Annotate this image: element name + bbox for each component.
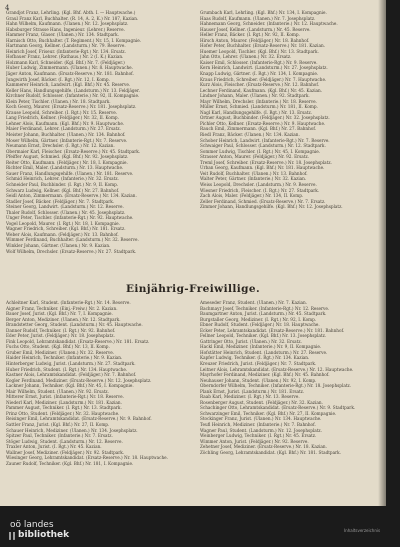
list-entry: Haas Rudolf, Kaufmann. (Ulanen.) Nr. 7. Josephsplatz. [200, 15, 316, 21]
list-entry: Neumann Ernst, Drechsler. (I. Rgt.) Nr. 12. Kazian. [6, 143, 115, 149]
list-entry: Richter Emil, Maler. (Landsturm.) Nr. 13. Hauptwache. [6, 165, 124, 171]
list-entry: Ortner August, Buchbinder. (Feldjäger.) Nr. 32. Josephsplatz. [200, 115, 330, 121]
list-entry: Kastner Alois, Lehramtskandidat. (Feldjäger.) Nr. 7. Bahnhof. [6, 372, 137, 378]
list-entry: Schwarzinger Emil, Techniker. (Kgl. Bhf.) Nr. 27, II. Kompagnie. [200, 410, 337, 416]
list-entry: Thaler Rudolf, Schlosser. (Ulanen.) Nr. 45. Josephsplatz. [6, 209, 126, 215]
list-entry: Spitzer Paul, Techniker. (Infanterie.) Nr. 7. Ersatz. [6, 433, 113, 439]
list-entry: Rauch Emil, Zimmermann. (Kgl. Bhf.) Nr. 27. Bahnhof. [200, 126, 317, 132]
list-entry: Hammer Franz, Glaser. (Ulanen.) Nr. 134. Stadtpark. [6, 32, 120, 38]
list-entry: Zauner Rudolf, Techniker. (Kgl. Bhf.) Nr. 181, I. Kompagnie. [6, 460, 134, 466]
list-entry: Hinterberger Ludwig, Jurist. (Landsturm.) Nr. 27. Stadtpark. [6, 361, 136, 367]
list-entry: Wimmer Anton, Jurist. (Feldjäger.) Nr. 92. Reserve. [200, 438, 309, 444]
list-entry: Zeller Ferdinand, Schmied. (Ersatz-Reserve.) Nr. 7. Ersatz. [200, 198, 326, 204]
list-entry: Berger Anton, Mediziner. (Ulanen.) Nr. 12. Stadtpark. [6, 316, 121, 322]
list-entry: Weiss Leopold, Drechsler. (Landsturm.) Nr. 9. Reserve. [200, 181, 317, 187]
list-entry: Kraus Friedrich, Schreiber. (Feldjäger.) Nr. 7. Hauptwache. [200, 76, 327, 82]
list-entry: Strasser Anton, Maurer. (Feldjäger.) Nr. 92. Ersatz. [200, 154, 309, 160]
list-entry: Kreuzer Friedrich, Jurist. (Feldjäger.) Nr. 7. Stadtpark. [200, 361, 317, 367]
list-entry: Wiesner Friedrich, Fleischer. (I. Rgt.) Nr. 27. Stadtpark. [200, 187, 320, 193]
list-entry: Huemer Leopold, Tischler. (Kgl. Bhf.) Nr. 13. Stadtpark. [200, 48, 319, 54]
list-entry: Bachmayr Josef, Techniker. (Infanterie-Rgt.) Nr. 12. Reserve. [200, 305, 330, 311]
list-entry: Stadler Josef, Bäcker. (Feldjäger.) Nr. 7. Stadtpark. [6, 198, 115, 204]
list-entry: Baumgartner Anton, Jurist. (Landsturm.) Nr. 45. Stadtpark. [200, 311, 327, 317]
list-entry: Ameseder Franz, Student. (Ulanen.) Nr. 7. Kazian. [200, 300, 308, 305]
list-entry: Grandjot Franz, Lehrling. (Kgl. Bhf. Abth. I. — Hauptwache.) [6, 10, 136, 15]
list-entry: Unger Peter, Tischler. (Infanterie-Rgt.) Nr. 92. Hauptwache. [6, 215, 134, 221]
list-entry: Raab Karl, Mediziner. (I. Rgt.) Nr. 13. Reserve. [200, 394, 300, 400]
list-entry: Wagner Paul, Student. (Landsturm.) Nr. 12. Josephsplatz. [200, 427, 322, 433]
list-entry: Brandstetter Georg, Student. (Landsturm.) Nr. 45. Hauptwache. [6, 322, 143, 328]
list-entry: Klein Peter, Tischler. (Ulanen.) Nr. 18. Stadtpark. [6, 98, 111, 104]
list-entry: Ecker Peter, Lehramtskandidat. (Ersatz-Reserve.) Nr. 181. Bahnhof. [200, 327, 345, 333]
list-entry: Kurz Alois, Fleischer. (Ersatz-Reserve.) Nr. 12. Bahnhof. [200, 82, 320, 88]
list-entry: Heller Franz, Bäcker. (I. Rgt.) Nr. 92, II. Komp. [200, 32, 300, 38]
list-entry: Rosenberger August, Student. (Feldjäger.) Nr. 32. Kazian. [200, 399, 323, 405]
list-entry: Weber Alois, Kaufmann. (Feldjäger.) Nr. 13. Bahnhof. [6, 231, 119, 237]
section-heading: Einjährig-Freiwillige. [125, 283, 261, 295]
list-entry: Fuchs Otto, Student. (Kgl. Bhf.) Nr. 13, II. Komp. [6, 344, 110, 350]
list-entry: Kirchner Rudolf, Schlosser. (Infanterie.) Nr. 92, II. Kompagnie. [6, 93, 140, 99]
entries-column-right-bottom [200, 300, 380, 504]
list-entry: Müller Ernst, Schmied. (Landsturm.) Nr. 181, II. Komp. [200, 104, 318, 110]
list-entry: Graul Franz Karl, Buchhalter. (R. 14, A. 2, K.) Nr. 187, Kazian. [6, 15, 139, 21]
list-entry: Hartmann Georg, Kellner. (Landsturm.) Nr. 79. Reserve. [6, 43, 126, 49]
list-entry: Seidl Anton, Zimmermann. (Ersatz-Reserve.) Nr. 134. Kazian. [6, 193, 137, 199]
list-entry: Sommer Ludwig, Tischler. (I. Rgt.) Nr. 45, I. Kompagnie. [200, 148, 321, 154]
list-entry: Plank Ernst, Jurist. (Landsturm.) Nr. 181. Ersatz. [200, 388, 305, 394]
list-entry: Heinrich Josef, Friseur. (Infanterie-Rgt.) Nr. 134. Ersatz. [6, 48, 126, 54]
list-entry: Gattringer Otto, Jurist. (Ulanen.) Nr. 32. Ersatz. [200, 338, 302, 344]
list-entry: Pichler Otto, Kellner. (Ersatz-Reserve.) Nr. 9. Hauptwache. [200, 120, 326, 126]
list-entry: Sattler Franz, Jurist. (Kgl. Bhf.) Nr. 27, II. Komp. [6, 422, 110, 428]
list-entry: Ebner Rudolf, Student. (Feldjäger.) Nr. 18. Hauptwache. [200, 322, 320, 328]
list-entry: Hofer Peter, Buchhalter. (Ersatz-Reserve.) Nr. 181. Kazian. [200, 43, 325, 49]
list-entry: Schwaiger Paul, Schlosser. (Landsturm.) Nr. 12. Stadtpark. [200, 143, 326, 149]
list-entry: Aigner Franz, Techniker. (Einj.-Freiw.) Nr. 2. Kazian. [6, 305, 118, 311]
logo-text-line2: bibliothek [18, 530, 70, 540]
list-entry: Zach Alois, Maler. (Feldjäger.) Nr. 134, II. Komp. [200, 193, 304, 199]
list-entry: Stockinger Franz, Jurist. (Ulanen.) Nr. 134. Hauptwache. [200, 416, 322, 422]
list-entry: Reiter Otto, Kaufmann. (Feldjäger.) Nr. 18, I. Kompagnie. [6, 159, 128, 165]
list-entry: Leitner Alois, Lehramtskandidat. (Ersatz-Reserve.) Nr. 12. Hauptwache. [200, 366, 354, 372]
list-entry: Fellner Leopold, Techniker. (Kgl. Bhf.) Nr. 13. Josephsplatz. [200, 333, 327, 339]
list-entry: Schmid Heinrich, Lehrer. (Infanterie.) Nr. 32. Ersatz. [6, 176, 119, 182]
list-entry: Wimmer Ferdinand, Buchhalter. (Landsturm.) Nr. 32. Reserve. [6, 237, 139, 243]
watermark-text: Inhaltsverzeichnis [344, 528, 381, 533]
list-entry: Pfeiffer August, Schmied. (Kgl. Bhf.) Nr. 92. Josephsplatz. [6, 154, 129, 160]
list-entry: Wiesinger Georg, Lehramtskandidat. (Ersatz-Reserve.) Nr. 18. Hauptwache. [6, 455, 168, 461]
list-entry: Kogler Ferdinand, Mediziner. (Ersatz-Reserve.) Nr. 12. Josephsplatz. [6, 377, 152, 383]
list-entry: Mitterer Ernst, Jurist. (Infanterie-Rgt.) Nr. 18. Reserve. [6, 394, 124, 400]
list-entry: Wallner Josef, Mediziner. (Feldjäger.) Nr. 92. Stadtpark. [6, 449, 125, 455]
list-entry: Neuhauser Johann, Student. (Ulanen.) Nr. 92, I. Komp. [200, 377, 317, 383]
list-entry: Obermaier Karl, Fleischer. (Ersatz-Reserve.) Nr. 45. Stadtpark. [6, 148, 141, 154]
list-entry: Burgstaller Georg, Mediziner. (I. Rgt.) Nr. 92, I. Komp. [200, 316, 317, 322]
list-entry: Schauer Heinrich, Mediziner. (Ulanen.) Nr. 134. Josephsplatz. [6, 427, 138, 433]
list-entry: Maier Ferdinand, Lehrer. (Landsturm.) Nr. 27. Ersatz. [6, 126, 121, 132]
list-entry: Danner Rudolf, Techniker. (I. Rgt.) Nr. 92. Bahnhof. [6, 327, 116, 333]
entries-column-left-bottom [6, 300, 194, 504]
list-entry: Hauser Josef, Kellner. (Landsturm.) Nr. 45. Reserve. [200, 26, 311, 32]
list-entry: Gruber Emil, Mediziner. (Ulanen.) Nr. 32. Reserve. [6, 349, 115, 355]
list-entry: Lang Friedrich, Kellner. (Feldjäger.) Nr. 32, II. Komp. [6, 115, 119, 121]
list-entry: Hackl Emil, Mediziner. (Infanterie.) Nr. 9, II. Kompagnie. [200, 344, 322, 350]
list-entry: Kapfer Ludwig, Techniker. (I. Rgt.) Nr. 134. Kazian. [200, 355, 310, 361]
list-entry: Riedl Franz, Bäcker. (Ulanen.) Nr. 134. Kazian. [200, 132, 300, 138]
list-entry: Schwarz Ludwig, Kellner. (Kgl. Bhf.) Nr. 27. Bahnhof. [6, 187, 120, 193]
list-entry: Veit Rudolf, Buchhalter. (Ulanen.) Nr. 13. Bahnhof. [200, 170, 308, 176]
list-entry: Stöger Ludwig, Student. (Landsturm.) Nr. 12. Reserve. [6, 438, 123, 444]
list-entry: Bauer Josef, Jurist. (Kgl. Bhf.) Nr. 7, I. Kompagnie. [6, 311, 113, 317]
list-entry: Keller Hans, Handlungsgehilfe. (Landsturm.) Nr. 13. Feldjäger. [6, 87, 140, 93]
list-entry: Hahn Wilhelm, Kaufmann. (Ulanen.) Nr. 12. Josephsplatz. [6, 21, 129, 27]
footer-bar [0, 506, 400, 547]
list-entry: Hirsch Anton, Maurer. (Feldjäger.) Nr. 18. Bahnhof. [200, 37, 310, 43]
list-entry: Krause Leopold, Schreiber. (I. Rgt.) Nr. 15. Reserve. [6, 109, 118, 115]
list-entry: Lackner Johann, Techniker. (Kgl. Bhf.) Nr. 45, I. Kompagnie. [6, 383, 134, 389]
library-bars-icon: ∥∥ [8, 531, 16, 540]
list-entry: Mayr Wilhelm, Drechsler. (Infanterie.) Nr. 18. Reserve. [200, 98, 317, 104]
list-entry: Haider Heinrich, Techniker. (Infanterie.) Nr. 9. Kazian. [6, 355, 123, 361]
list-entry: Traxler Anton, Jurist. (I. Rgt.) Nr. 45. Kazian. [6, 444, 102, 450]
list-entry: Knapp Ludwig, Gärtner. (I. Rgt.) Nr. 134, I. Kompagnie. [200, 71, 319, 77]
list-entry: Eder Peter, Jurist. (Feldjäger.) Nr. 18. Josephsplatz. [6, 333, 115, 339]
list-entry: Achleitner Karl, Student. (Infanterie-Rgt.) Nr. 14. Reserve. [6, 300, 131, 305]
list-entry: Lechner Ferdinand, Kaufmann. (Kgl. Bhf.) Nr. 45. Kazian. [200, 87, 323, 93]
list-entry: Hofbauer Franz, Lehrer. (Rathaus.) Nr. 2 (I. K.) Kazian. [6, 54, 124, 60]
list-entry: Lehner Alois, Kaufmann. (Kgl. Bhf.) Nr. 9. Hauptwache. [6, 120, 125, 126]
list-entry: Treml Josef, Schreiber. (Ersatz-Reserve.) Nr. 18. Josephsplatz. [200, 159, 332, 165]
list-entry: Oberndorfer Wilhelm, Techniker. (Infanterie-Rgt.) Nr. 18. Josephsplatz. [200, 383, 352, 389]
list-entry: Huber Friedrich, Student. (I. Rgt.) Nr. 134. Hauptwache. [6, 366, 128, 372]
list-entry: Kammerer Heinrich, Landwirt. (Kgl. Bhf.) Nr. 45. Reserve. [6, 82, 131, 88]
logo-text-line1: oö landes [10, 520, 54, 530]
list-entry: Kern Heinrich, Landwirt. (Landsturm.) Nr. 27. Josephsplatz. [200, 65, 328, 71]
list-entry: Hahnemann Georg, Schneider. (Infanterie.) Nr. 12. Hauptwache. [200, 21, 338, 27]
list-entry: Jungwirth Josef, Bäcker. (I. Rgt.) Nr. 12, I. Komp. [6, 76, 110, 82]
list-entry: Holzmann Karl, Schneider. (Kgl. Bhf.) Nr. 7. (Feldjäger.) [6, 59, 125, 65]
list-entry: Steiner Georg, Landwirt. (Landsturm.) Nr. 12. Reserve. [6, 204, 124, 210]
list-entry: Teufl Heinrich, Mediziner. (Infanterie.) Nr. 7. Bahnhof. [200, 422, 316, 428]
list-entry: Kaiser Emil, Schlosser. (Infanterie-Rgt.) Nr. 9. Reserve. [200, 59, 318, 65]
list-entry: Moser Wilhelm, Gärtner. (Infanterie-Rgt.) Nr. 7. Reserve. [6, 137, 128, 143]
list-entry: Mayrhofer Ferdinand, Mediziner. (Kgl. Bhf.) Nr. 45. Bahnhof. [200, 372, 330, 378]
list-entry: Jäger Anton, Kaufmann. (Ersatz-Reserve.) Nr. 181. Bahnhof. [6, 71, 134, 77]
list-entry: Niederl Karl, Mediziner. (Landsturm.) Nr. 181. Kazian. [6, 399, 122, 405]
page-number: 4 [5, 4, 10, 12]
list-entry: Schachinger Otto, Lehramtskandidat. (Ersatz-Reserve.) Nr. 9. Stadtpark. [200, 405, 356, 411]
list-entry: Habsburger Strasse Hans, Ingenieur. (Lehrer.) Reserve. [6, 26, 125, 32]
list-entry: Prinz Otto, Student. (Feldjäger.) Nr. 32. Hauptwache. [6, 410, 120, 416]
book-gutter-shadow [378, 0, 386, 506]
list-entry: Zöchling Georg, Lehramtskandidat. (Kgl. Bhf.) Nr. 181. Stadtpark. [200, 449, 341, 455]
list-entry: Vogel Leopold, Maurer. (I. Rgt.) Nr. 18, I. Kompagnie. [6, 220, 120, 226]
list-entry: Jahn Otto, Lehrer. (Ulanen.) Nr. 32. Ersatz. [200, 54, 292, 60]
list-entry: Lindner Johann, Maler. (Ulanen.) Nr. 92. Stadtpark. [200, 93, 310, 99]
list-entry: Pammer August, Techniker. (I. Rgt.) Nr. 13. Stadtpark. [6, 405, 122, 411]
list-entry: Schober Heinrich, Landwirt. (Infanterie-Rgt.) Nr. 7. Reserve. [200, 137, 330, 143]
list-entry: Harnisch Otto, Buchhalter. (T. Regiment.) Nr. 15, I. Kompagnie. [6, 37, 142, 43]
list-entry: Weinberger Ludwig, Techniker. (I. Rgt.) Nr. 45. Ersatz. [200, 433, 317, 439]
list-entry: Reisinger Emil, Lehramtskandidat. (Ersatz-Reserve.) Nr. 9. Bahnhof. [6, 416, 152, 422]
list-entry: Zehetner Josef, Mediziner. (Ersatz-Reserve.) Nr. 18. Kazian. [200, 444, 327, 450]
list-entry: Hofstätter Heinrich, Student. (Landsturm.) Nr. 27. Reserve. [200, 349, 328, 355]
list-entry: Huber Ludwig, Zimmermann. (Ulanen.) Nr. 8. Hauptwache. [6, 65, 133, 71]
library-logo[interactable] [10, 520, 69, 540]
list-entry: Fink Leopold, Lehramtskandidat. (Ersatz-Reserve.) Nr. 181. Ersatz. [6, 338, 150, 344]
entries-column-right-top [200, 10, 380, 268]
list-entry: Nagl Karl, Handlungsgehilfe. (I. Rgt.) Nr. 13. Ersatz. [200, 109, 312, 115]
list-entry: Sauer Franz, Handlungsgehilfe. (Ulanen.) Nr. 181. Reserve. [6, 170, 134, 176]
list-entry: Zimmer Johann, Handlungsgehilfe. (Kgl. Bhf.) Nr. 12. Josephsplatz. [200, 204, 343, 210]
list-entry: Mair Wilhelm, Student. (Ulanen.) Nr. 92. Ersatz. [6, 388, 109, 394]
list-entry: Wolf Wilhelm, Drechsler. (Ersatz-Reserve.) Nr. 27. Stadtpark. [6, 248, 137, 254]
list-entry: Walter Peter, Gärtner. (Infanterie.) Nr. 32. Kazian. [200, 176, 307, 182]
entries-column-left-top [6, 10, 194, 268]
list-entry: Wagner Friedrich, Schreiber. (Kgl. Bhf.) Nr. 181. Ersatz. [6, 226, 126, 232]
list-entry: Winkler Johann, Gärtner. (Ulanen.) Nr. 9. Kazian. [6, 242, 111, 248]
list-entry: Koch Georg, Maurer. (Ersatz-Reserve.) Nr. 181. Josephsplatz. [6, 104, 137, 110]
list-entry: Urban Georg, Kaufmann. (Kgl. Bhf.) Nr. 181. Hauptwache. [200, 165, 325, 171]
list-entry: Grumbach Karl, Lehrling. (Kgl. Bhf.) Nr. 134, I. Kompagnie. [200, 10, 327, 15]
list-entry: Meister Johann, Buchhalter. (Ulanen.) Nr. 134. Bahnhof. [6, 132, 126, 138]
list-entry: Schneider Paul, Buchbinder. (I. Rgt.) Nr. 9, II. Komp. [6, 181, 119, 187]
